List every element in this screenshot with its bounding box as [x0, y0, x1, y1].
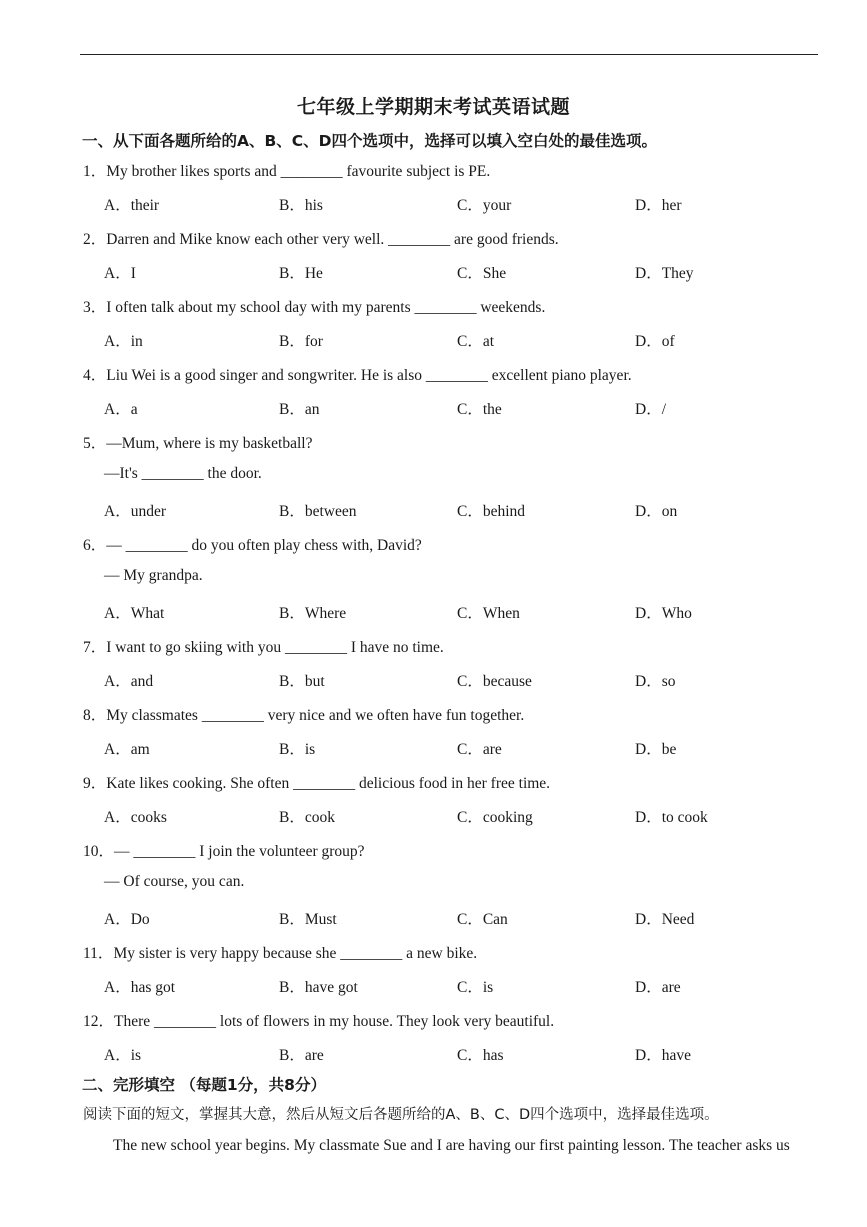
option-d[interactable]: D．be	[635, 741, 677, 758]
question-6-options	[104, 601, 804, 623]
question-10-response: — Of course, you can.	[104, 873, 245, 890]
question-text: Darren and Mike know each other very well. ________ are good friends.	[106, 231, 559, 248]
option-c[interactable]: C．Can	[457, 911, 508, 928]
question-10-options	[104, 907, 804, 929]
option-d[interactable]: D．of	[635, 333, 675, 350]
question-number: 6．	[83, 537, 107, 554]
option-b[interactable]: B．for	[279, 333, 323, 350]
question-text: Kate likes cooking. She often ________ delicious food in her free time.	[106, 775, 551, 792]
option-b[interactable]: B．He	[279, 265, 323, 282]
option-b[interactable]: B．Where	[279, 605, 347, 622]
option-b[interactable]: B．his	[279, 197, 323, 214]
question-text: There ________ lots of flowers in my house. They look very beautiful.	[114, 1013, 555, 1030]
question-5-options	[104, 499, 804, 521]
question-6	[83, 533, 422, 555]
question-text: — ________ do you often play chess with, David?	[106, 537, 422, 554]
option-c[interactable]: C．When	[457, 605, 520, 622]
option-d[interactable]: D．her	[635, 197, 682, 214]
question-2	[83, 227, 559, 249]
option-b[interactable]: B．are	[279, 1047, 324, 1064]
option-c[interactable]: C．your	[457, 197, 512, 214]
question-11	[83, 941, 477, 963]
option-d[interactable]: D．on	[635, 503, 678, 520]
question-text: — ________ I join the volunteer group?	[114, 843, 365, 860]
option-b[interactable]: B．is	[279, 741, 316, 758]
option-a[interactable]: A．cooks	[104, 809, 167, 826]
question-12	[83, 1009, 554, 1031]
question-7-options	[104, 669, 804, 691]
question-number: 2．	[83, 231, 107, 248]
option-c[interactable]: C．are	[457, 741, 502, 758]
option-d[interactable]: D．They	[635, 265, 694, 282]
option-a[interactable]: A．and	[104, 673, 154, 690]
option-a[interactable]: A．in	[104, 333, 143, 350]
question-number: 8．	[83, 707, 107, 724]
option-d[interactable]: D．are	[635, 979, 681, 996]
option-a[interactable]: A．under	[104, 503, 166, 520]
question-11-options	[104, 975, 804, 997]
option-b[interactable]: B．Must	[279, 911, 337, 928]
question-5	[83, 431, 312, 453]
option-c[interactable]: C．because	[457, 673, 532, 690]
question-6-response: — My grandpa.	[104, 567, 203, 584]
option-b[interactable]: B．cook	[279, 809, 335, 826]
option-b[interactable]: B．an	[279, 401, 320, 418]
header-rule	[80, 54, 818, 55]
option-a[interactable]: A．their	[104, 197, 160, 214]
option-c[interactable]: C．She	[457, 265, 507, 282]
section-2-heading: 二、完形填空 （每题1分，共8分）	[82, 1076, 326, 1094]
question-7	[83, 635, 444, 657]
option-c[interactable]: C．cooking	[457, 809, 533, 826]
question-number: 9．	[83, 775, 107, 792]
question-number: 5．	[83, 435, 107, 452]
section-1-heading: 一、从下面各题所给的A、B、C、D四个选项中，选择可以填入空白处的最佳选项。	[82, 132, 658, 150]
question-number: 4．	[83, 367, 107, 384]
option-c[interactable]: C．is	[457, 979, 494, 996]
option-a[interactable]: A．am	[104, 741, 150, 758]
option-a[interactable]: A．a	[104, 401, 138, 418]
question-8	[83, 703, 524, 725]
question-9	[83, 771, 550, 793]
question-4	[83, 363, 632, 385]
question-3	[83, 295, 545, 317]
question-number: 11．	[83, 945, 114, 962]
question-text: I want to go skiing with you ________ I have no time.	[106, 639, 444, 656]
question-9-options	[104, 805, 804, 827]
question-4-options	[104, 397, 804, 419]
question-text: —Mum, where is my basketball?	[106, 435, 313, 452]
question-10	[83, 839, 365, 861]
option-a[interactable]: A．Do	[104, 911, 150, 928]
option-c[interactable]: C．has	[457, 1047, 504, 1064]
question-text: My classmates ________ very nice and we often have fun together.	[106, 707, 525, 724]
option-d[interactable]: D．so	[635, 673, 676, 690]
question-5-response: —It's ________ the door.	[104, 465, 262, 482]
question-1-options	[104, 193, 804, 215]
question-text: Liu Wei is a good singer and songwriter. He is also ________ excellent piano player.	[106, 367, 632, 384]
option-a[interactable]: A．What	[104, 605, 165, 622]
option-a[interactable]: A．has got	[104, 979, 176, 996]
option-d[interactable]: D．Who	[635, 605, 692, 622]
question-number: 7．	[83, 639, 107, 656]
option-b[interactable]: B．between	[279, 503, 357, 520]
question-12-options	[104, 1043, 804, 1065]
option-d[interactable]: D．to cook	[635, 809, 708, 826]
option-d[interactable]: D．Need	[635, 911, 695, 928]
section-2-instruction: 阅读下面的短文，掌握其大意，然后从短文后各题所给的A、B、C、D四个选项中，选择最佳选项。	[83, 1107, 719, 1123]
option-a[interactable]: A．I	[104, 265, 136, 282]
option-b[interactable]: B．but	[279, 673, 325, 690]
page-title: 七年级上学期期末考试英语试题	[296, 96, 570, 118]
option-b[interactable]: B．have got	[279, 979, 358, 996]
question-3-options	[104, 329, 804, 351]
passage-text: The new school year begins. My classmate Sue and I are having our first painting lesson. The teacher asks us	[113, 1137, 790, 1154]
option-c[interactable]: C．the	[457, 401, 502, 418]
question-2-options	[104, 261, 804, 283]
option-c[interactable]: C．behind	[457, 503, 526, 520]
question-8-options	[104, 737, 804, 759]
question-number: 12．	[83, 1013, 115, 1030]
question-text: My brother likes sports and ________ favourite subject is PE.	[106, 163, 491, 180]
option-a[interactable]: A．is	[104, 1047, 142, 1064]
question-text: I often talk about my school day with my parents ________ weekends.	[106, 299, 546, 316]
option-d[interactable]: D．/	[635, 401, 667, 418]
option-c[interactable]: C．at	[457, 333, 495, 350]
question-number: 1．	[83, 163, 107, 180]
question-number: 3．	[83, 299, 107, 316]
question-text: My sister is very happy because she ________ a new bike.	[113, 945, 478, 962]
question-number: 10．	[83, 843, 115, 860]
question-1	[83, 159, 490, 181]
option-d[interactable]: D．have	[635, 1047, 691, 1064]
